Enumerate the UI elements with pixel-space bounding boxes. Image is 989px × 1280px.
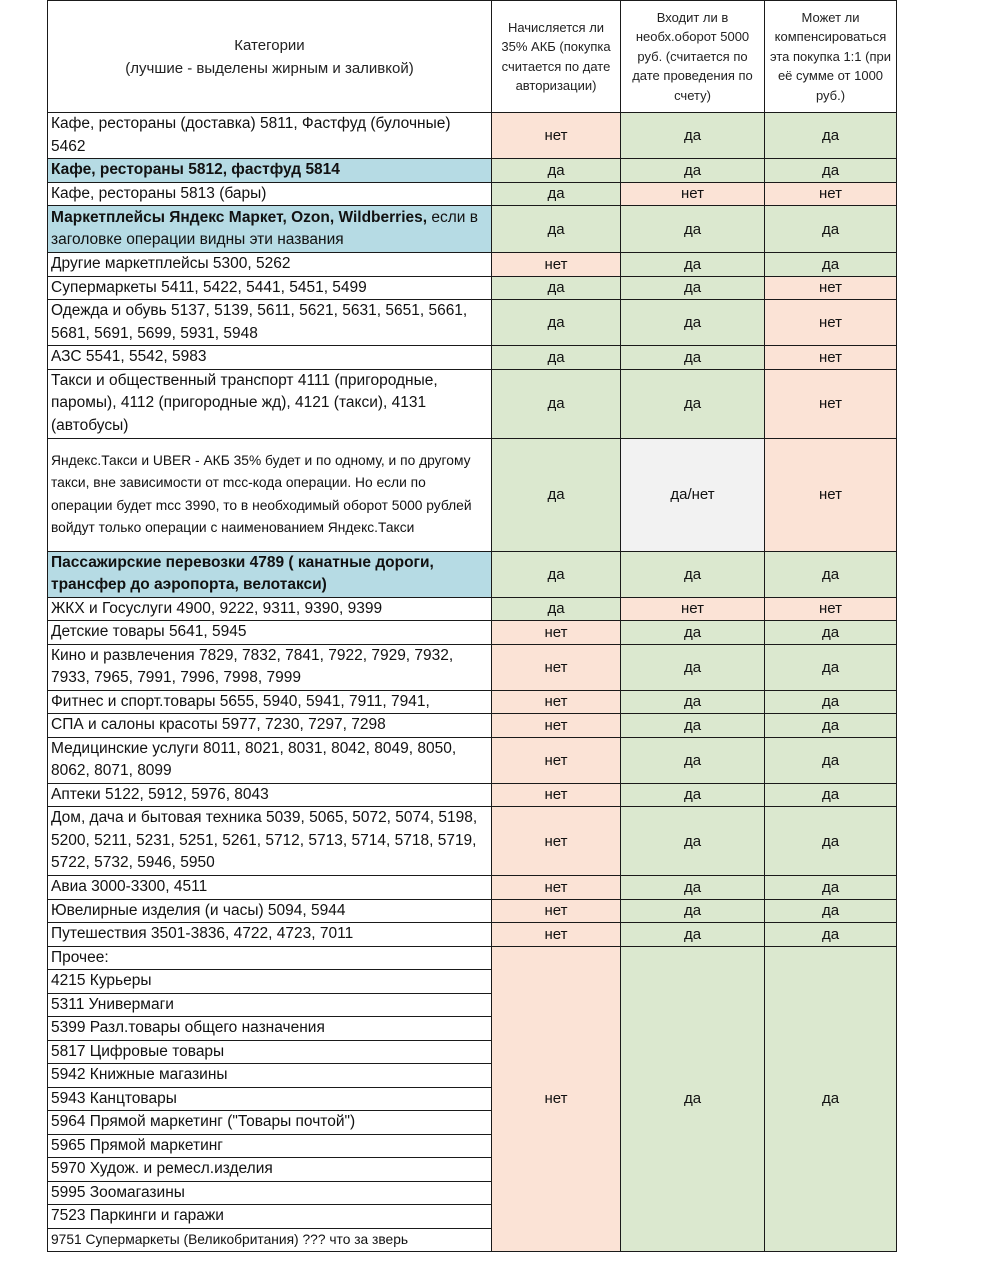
category-text: Маркетплейсы Яндекс Маркет, Ozon, Wildberries, bbox=[51, 208, 428, 226]
category-cell bbox=[48, 923, 492, 947]
akb-cell: нет bbox=[492, 690, 621, 714]
other-item: 5965 Прямой маркетинг bbox=[48, 1134, 492, 1158]
compensation-cell: да bbox=[765, 899, 897, 923]
compensation-cell: да bbox=[765, 737, 897, 783]
compensation-cell: да bbox=[765, 714, 897, 738]
compensation-cell: да bbox=[765, 876, 897, 900]
other-item: 5964 Прямой маркетинг ("Товары почтой") bbox=[48, 1111, 492, 1135]
category-text: Яндекс.Такси и UBER - АКБ 35% будет и по одному, и по другому такси, вне зависимости от mcc-кода операции. Но если по операции будет mcc 3990, то в необходимый оборот 5000 рублей войдут только операции с наименованием Яндекс.Такси bbox=[51, 452, 472, 535]
other-item: 5943 Канцтовары bbox=[48, 1087, 492, 1111]
category-cell bbox=[48, 644, 492, 690]
category-cell bbox=[48, 783, 492, 807]
akb-cell: да bbox=[492, 159, 621, 183]
compensation-cell: да bbox=[765, 690, 897, 714]
compensation-cell: нет bbox=[765, 597, 897, 621]
category-cell bbox=[48, 369, 492, 438]
category-cell bbox=[48, 807, 492, 876]
other-item: 4215 Курьеры bbox=[48, 970, 492, 994]
compensation-cell: да bbox=[765, 644, 897, 690]
turnover-cell: да bbox=[621, 159, 765, 183]
table-row bbox=[48, 438, 897, 551]
turnover-cell: да bbox=[621, 923, 765, 947]
compensation-cell: да bbox=[765, 253, 897, 277]
category-text: Кафе, рестораны 5813 (бары) bbox=[51, 184, 267, 202]
compensation-cell: нет bbox=[765, 438, 897, 551]
turnover-cell: да bbox=[621, 621, 765, 645]
table-body bbox=[48, 113, 897, 1252]
table-row bbox=[48, 690, 897, 714]
category-cell bbox=[48, 621, 492, 645]
akb-cell: нет bbox=[492, 807, 621, 876]
akb-cell: да bbox=[492, 551, 621, 597]
category-cell bbox=[48, 253, 492, 277]
turnover-cell: да bbox=[621, 369, 765, 438]
akb-cell: нет bbox=[492, 621, 621, 645]
category-cell bbox=[48, 899, 492, 923]
compensation-cell: да bbox=[765, 621, 897, 645]
other-compensation-cell: да bbox=[765, 946, 897, 1252]
akb-cell: да bbox=[492, 597, 621, 621]
compensation-cell: да bbox=[765, 807, 897, 876]
turnover-cell: да bbox=[621, 737, 765, 783]
turnover-cell: нет bbox=[621, 182, 765, 206]
table-row bbox=[48, 206, 897, 253]
akb-cell: нет bbox=[492, 644, 621, 690]
table-row bbox=[48, 597, 897, 621]
table-row bbox=[48, 182, 897, 206]
table-row bbox=[48, 876, 897, 900]
akb-cell: нет bbox=[492, 876, 621, 900]
category-text: Кино и развлечения 7829, 7832, 7841, 7922, 7929, 7932, 7933, 7965, 7991, 7996, 7998, 7999 bbox=[51, 646, 454, 686]
table-row bbox=[48, 783, 897, 807]
header-row bbox=[48, 1, 897, 113]
category-cell bbox=[48, 113, 492, 159]
compensation-cell: да bbox=[765, 923, 897, 947]
other-akb-cell: нет bbox=[492, 946, 621, 1252]
category-cell bbox=[48, 346, 492, 370]
category-cell bbox=[48, 876, 492, 900]
akb-cell: нет bbox=[492, 899, 621, 923]
categories-table bbox=[47, 0, 897, 1252]
category-text: Ювелирные изделия (и часы) 5094, 5944 bbox=[51, 901, 346, 919]
category-cell bbox=[48, 597, 492, 621]
category-cell bbox=[48, 300, 492, 346]
turnover-cell: да bbox=[621, 807, 765, 876]
turnover-cell: да bbox=[621, 690, 765, 714]
table-row bbox=[48, 621, 897, 645]
table-row bbox=[48, 253, 897, 277]
table-row bbox=[48, 714, 897, 738]
other-item: 5942 Книжные магазины bbox=[48, 1064, 492, 1088]
turnover-cell: да bbox=[621, 876, 765, 900]
category-text: АЗС 5541, 5542, 5983 bbox=[51, 348, 207, 365]
compensation-cell: да bbox=[765, 206, 897, 253]
table-row bbox=[48, 300, 897, 346]
other-heading: Прочее: bbox=[48, 946, 492, 970]
other-item: 5995 Зоомагазины bbox=[48, 1181, 492, 1205]
turnover-cell: да bbox=[621, 113, 765, 159]
turnover-cell: да bbox=[621, 783, 765, 807]
category-cell bbox=[48, 206, 492, 253]
category-text: Пассажирские перевозки 4789 ( канатные дороги, трансфер до аэропорта, велотакси) bbox=[51, 553, 434, 593]
category-cell bbox=[48, 182, 492, 206]
turnover-cell: нет bbox=[621, 597, 765, 621]
other-item: 5970 Худож. и ремесл.изделия bbox=[48, 1158, 492, 1182]
category-text-tail: если в заголовке операции видны эти названия bbox=[51, 208, 478, 248]
akb-cell: нет bbox=[492, 783, 621, 807]
turnover-cell: да bbox=[621, 206, 765, 253]
compensation-cell: да bbox=[765, 159, 897, 183]
category-cell bbox=[48, 737, 492, 783]
category-text: Фитнес и спорт.товары 5655, 5940, 5941, 7911, 7941, bbox=[51, 692, 430, 710]
table-row bbox=[48, 276, 897, 300]
turnover-cell: да bbox=[621, 551, 765, 597]
table-row bbox=[48, 644, 897, 690]
akb-cell: нет bbox=[492, 923, 621, 947]
turnover-cell: да bbox=[621, 899, 765, 923]
compensation-cell: да bbox=[765, 113, 897, 159]
category-text: Другие маркетплейсы 5300, 5262 bbox=[51, 255, 291, 272]
table-row bbox=[48, 923, 897, 947]
table-row bbox=[48, 737, 897, 783]
table-row bbox=[48, 159, 897, 183]
akb-cell: нет bbox=[492, 737, 621, 783]
header-category-note: (лучшие - выделены жирным и заливкой) bbox=[125, 59, 414, 77]
akb-cell: да bbox=[492, 438, 621, 551]
category-text: Дом, дача и бытовая техника 5039, 5065, 5072, 5074, 5198, 5200, 5211, 5231, 5251, 5261, 5712, 5713, 5714, 5718, 5719, 5722, 5732, 5946, 5950 bbox=[51, 809, 478, 872]
table-row bbox=[48, 113, 897, 159]
category-cell bbox=[48, 714, 492, 738]
compensation-cell: да bbox=[765, 783, 897, 807]
akb-cell: да bbox=[492, 182, 621, 206]
table-row bbox=[48, 899, 897, 923]
category-text: Путешествия 3501-3836, 4722, 4723, 7011 bbox=[51, 925, 354, 942]
table-row bbox=[48, 807, 897, 876]
category-cell bbox=[48, 551, 492, 597]
header-turnover: Входит ли в необх.оборот 5000 руб. (считается по дате проведения по счету) bbox=[621, 1, 765, 113]
header-category-title: Категории bbox=[234, 36, 305, 54]
category-text: Такси и общественный транспорт 4111 (пригородные, паромы), 4112 (пригородные жд), 4121 (такси), 4131 (автобусы) bbox=[51, 371, 438, 434]
turnover-cell: да bbox=[621, 300, 765, 346]
category-text: Супермаркеты 5411, 5422, 5441, 5451, 5499 bbox=[51, 278, 367, 296]
akb-cell: да bbox=[492, 346, 621, 370]
compensation-cell: нет bbox=[765, 369, 897, 438]
header-akb: Начисляется ли 35% АКБ (покупка считается по дате авторизации) bbox=[492, 1, 621, 113]
category-text: СПА и салоны красоты 5977, 7230, 7297, 7298 bbox=[51, 716, 386, 733]
category-text: Авиа 3000-3300, 4511 bbox=[51, 878, 208, 895]
category-cell bbox=[48, 438, 492, 551]
akb-cell: да bbox=[492, 300, 621, 346]
compensation-cell: нет bbox=[765, 276, 897, 300]
akb-cell: нет bbox=[492, 113, 621, 159]
other-row bbox=[48, 946, 897, 970]
other-turnover-cell: да bbox=[621, 946, 765, 1252]
category-text: Кафе, рестораны (доставка) 5811, Фастфуд (булочные) 5462 bbox=[51, 115, 451, 155]
akb-cell: да bbox=[492, 369, 621, 438]
compensation-cell: да bbox=[765, 551, 897, 597]
category-text: Детские товары 5641, 5945 bbox=[51, 623, 247, 640]
turnover-cell: да bbox=[621, 276, 765, 300]
other-item: 5399 Разл.товары общего назначения bbox=[48, 1017, 492, 1041]
akb-cell: да bbox=[492, 276, 621, 300]
category-text: Одежда и обувь 5137, 5139, 5611, 5621, 5631, 5651, 5661, 5681, 5691, 5699, 5931, 5948 bbox=[51, 302, 468, 342]
category-cell bbox=[48, 276, 492, 300]
header-category bbox=[48, 1, 492, 113]
turnover-cell: да bbox=[621, 346, 765, 370]
turnover-cell: да bbox=[621, 253, 765, 277]
other-item: 5817 Цифровые товары bbox=[48, 1040, 492, 1064]
table-row bbox=[48, 551, 897, 597]
other-item: 5311 Универмаги bbox=[48, 993, 492, 1017]
category-text: Медицинские услуги 8011, 8021, 8031, 8042, 8049, 8050, 8062, 8071, 8099 bbox=[51, 739, 457, 779]
table-row bbox=[48, 369, 897, 438]
compensation-cell: нет bbox=[765, 182, 897, 206]
compensation-cell: нет bbox=[765, 346, 897, 370]
akb-cell: нет bbox=[492, 253, 621, 277]
akb-cell: да bbox=[492, 206, 621, 253]
turnover-cell: да bbox=[621, 644, 765, 690]
turnover-cell: да/нет bbox=[621, 438, 765, 551]
other-item: 7523 Паркинги и гаражи bbox=[48, 1205, 492, 1229]
turnover-cell: да bbox=[621, 714, 765, 738]
category-cell bbox=[48, 159, 492, 183]
category-text: ЖКХ и Госуслуги 4900, 9222, 9311, 9390, 9399 bbox=[51, 599, 383, 617]
compensation-cell: нет bbox=[765, 300, 897, 346]
akb-cell: нет bbox=[492, 714, 621, 738]
other-item: 9751 Супермаркеты (Великобритания) ??? что за зверь bbox=[48, 1228, 492, 1252]
header-compensation: Может ли компенсироваться эта покупка 1:1 (при её сумме от 1000 руб.) bbox=[765, 1, 897, 113]
category-text: Кафе, рестораны 5812, фастфуд 5814 bbox=[51, 161, 340, 178]
category-cell bbox=[48, 690, 492, 714]
category-text: Аптеки 5122, 5912, 5976, 8043 bbox=[51, 785, 269, 803]
table-row bbox=[48, 346, 897, 370]
